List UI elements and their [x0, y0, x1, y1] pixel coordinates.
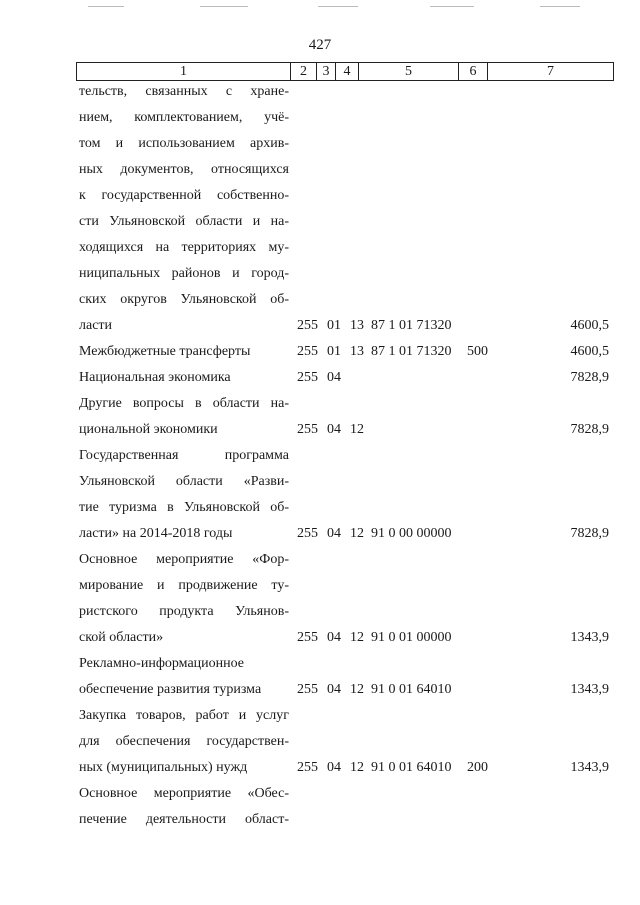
- line-text: Основное мероприятие «Обес-: [79, 786, 289, 801]
- code-admin: 255: [297, 682, 318, 697]
- code-section: 04: [327, 370, 341, 385]
- code-target: 87 1 01 71320: [371, 318, 452, 333]
- column-header-1: 1: [77, 63, 291, 81]
- column-header-6: 6: [459, 63, 488, 81]
- line-text: ных документов, относящихся: [79, 162, 289, 177]
- code-admin: 255: [297, 422, 318, 437]
- line-text: ласти» на 2014-2018 годы: [79, 526, 233, 541]
- amount: 7828,9: [570, 526, 609, 541]
- code-subsection: 12: [350, 682, 364, 697]
- code-subsection: 12: [350, 422, 364, 437]
- amount: 1343,9: [570, 630, 609, 645]
- amount: 4600,5: [570, 318, 609, 333]
- code-expense-type: 200: [467, 760, 488, 775]
- code-subsection: 13: [350, 318, 364, 333]
- code-section: 04: [327, 630, 341, 645]
- column-header-3: 3: [317, 63, 336, 81]
- code-subsection: 12: [350, 760, 364, 775]
- code-subsection: 12: [350, 526, 364, 541]
- code-admin: 255: [297, 760, 318, 775]
- code-admin: 255: [297, 318, 318, 333]
- amount: 1343,9: [570, 760, 609, 775]
- line-text: ных (муниципальных) нужд: [79, 760, 248, 775]
- code-admin: 255: [297, 526, 318, 541]
- line-text: тие туризма в Ульяновской об-: [79, 500, 289, 515]
- code-target: 91 0 00 00000: [371, 526, 452, 541]
- line-text: нием, комплектованием, учё-: [79, 110, 289, 125]
- line-text: Другие вопросы в области на-: [79, 396, 289, 411]
- amount: 7828,9: [570, 422, 609, 437]
- scan-artifact: [430, 6, 474, 7]
- code-section: 04: [327, 760, 341, 775]
- line-text: для обеспечения государствен-: [79, 734, 289, 749]
- line-text: Межбюджетные трансферты: [79, 344, 251, 359]
- column-header-7: 7: [488, 63, 614, 81]
- line-text: ристского продукта Ульянов-: [79, 604, 289, 619]
- line-text: Национальная экономика: [79, 370, 231, 385]
- column-header-table: [76, 62, 614, 81]
- scan-artifact: [200, 6, 248, 7]
- line-text: циональной экономики: [79, 422, 218, 437]
- amount: 7828,9: [570, 370, 609, 385]
- line-text: Ульяновской области «Разви-: [79, 474, 289, 489]
- column-header-2: 2: [291, 63, 317, 81]
- scan-artifact: [540, 6, 580, 7]
- line-text: Государственная программа: [79, 448, 289, 463]
- line-text: Закупка товаров, работ и услуг: [79, 708, 289, 723]
- line-text: ласти: [79, 318, 113, 333]
- code-target: 87 1 01 71320: [371, 344, 452, 359]
- column-header-row: [77, 63, 614, 81]
- code-section: 04: [327, 526, 341, 541]
- line-text: ской области»: [79, 630, 164, 645]
- code-admin: 255: [297, 630, 318, 645]
- code-section: 01: [327, 318, 341, 333]
- code-target: 91 0 01 64010: [371, 682, 452, 697]
- line-text: том и использованием архив-: [79, 136, 289, 151]
- code-subsection: 12: [350, 630, 364, 645]
- code-target: 91 0 01 64010: [371, 760, 452, 775]
- line-text: ниципальных районов и город-: [79, 266, 289, 281]
- code-section: 04: [327, 682, 341, 697]
- code-section: 04: [327, 422, 341, 437]
- code-target: 91 0 01 00000: [371, 630, 452, 645]
- line-text: Основное мероприятие «Фор-: [79, 552, 289, 567]
- column-header-4: 4: [336, 63, 359, 81]
- line-text: обеспечение развития туризма: [79, 682, 262, 697]
- column-header-5: 5: [359, 63, 459, 81]
- line-text: сти Ульяновской области и на-: [79, 214, 289, 229]
- code-admin: 255: [297, 370, 318, 385]
- code-section: 01: [327, 344, 341, 359]
- amount: 1343,9: [570, 682, 609, 697]
- scan-artifact: [318, 6, 358, 7]
- line-text: печение деятельности област-: [79, 812, 289, 827]
- code-expense-type: 500: [467, 344, 488, 359]
- code-subsection: 13: [350, 344, 364, 359]
- line-text: ходящихся на территориях му-: [79, 240, 289, 255]
- line-text: тельств, связанных с хране-: [79, 84, 289, 99]
- line-text: ских округов Ульяновской об-: [79, 292, 289, 307]
- code-admin: 255: [297, 344, 318, 359]
- scan-artifact: [88, 6, 124, 7]
- line-text: мирование и продвижение ту-: [79, 578, 289, 593]
- line-text: Рекламно-информационное: [79, 656, 245, 671]
- line-text: к государственной собственно-: [79, 188, 289, 203]
- amount: 4600,5: [570, 344, 609, 359]
- page-number: 427: [308, 37, 332, 53]
